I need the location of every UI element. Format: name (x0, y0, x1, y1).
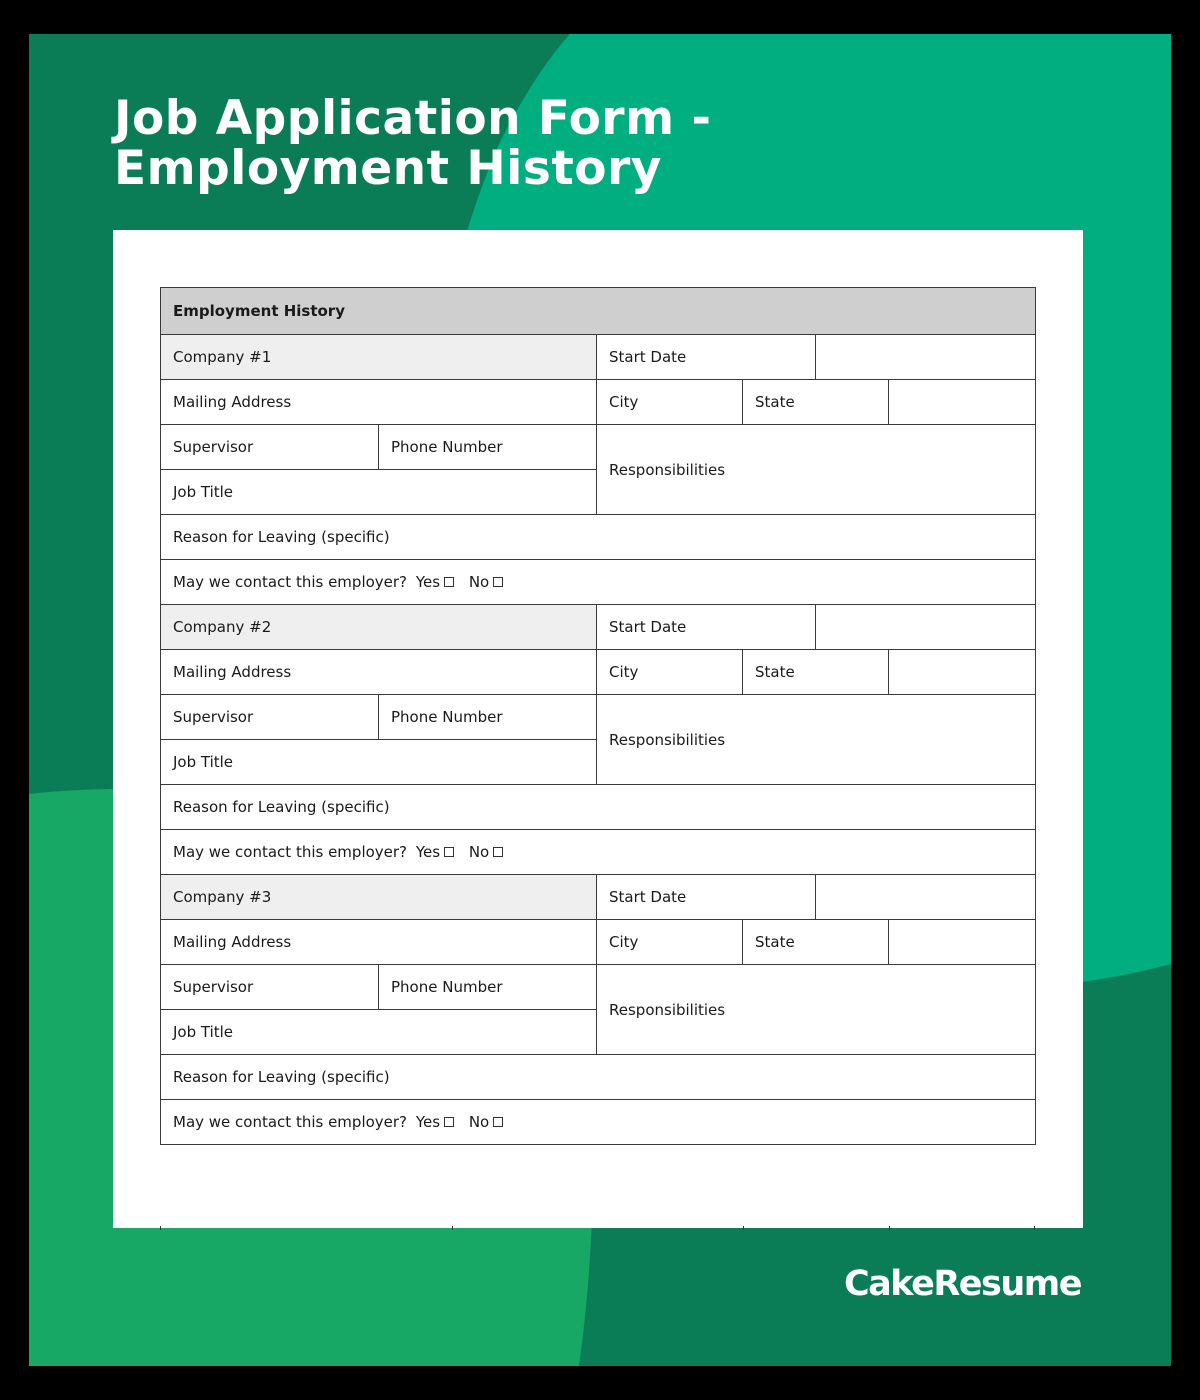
mailing-address-field[interactable]: Mailing Address (161, 380, 597, 425)
no-checkbox[interactable] (493, 847, 503, 857)
city-field[interactable]: City (597, 920, 743, 965)
divider-tick (452, 1226, 453, 1230)
divider-tick (1034, 1226, 1035, 1230)
contact-employer-cell (161, 560, 1036, 605)
no-label: No (468, 1113, 490, 1131)
supervisor-row (161, 965, 1036, 1010)
contact-row (161, 560, 1036, 605)
phone-number-field[interactable]: Phone Number (379, 695, 597, 740)
job-title-field[interactable]: Job Title (161, 470, 597, 515)
job-title-field[interactable]: Job Title (161, 740, 597, 785)
start-date-field[interactable] (816, 335, 1036, 380)
reason-for-leaving-field[interactable]: Reason for Leaving (specific) (161, 515, 1036, 560)
contact-question: May we contact this employer? (173, 843, 408, 861)
yes-checkbox[interactable] (444, 1117, 454, 1127)
background-frame (29, 34, 1171, 1366)
no-checkbox[interactable] (493, 1117, 503, 1127)
yes-checkbox[interactable] (444, 847, 454, 857)
address-row (161, 920, 1036, 965)
contact-row (161, 1100, 1036, 1145)
zip-field[interactable] (889, 380, 1036, 425)
yes-checkbox[interactable] (444, 577, 454, 587)
mailing-address-field[interactable]: Mailing Address (161, 920, 597, 965)
supervisor-field[interactable]: Supervisor (161, 695, 379, 740)
contact-row (161, 830, 1036, 875)
start-date-field[interactable] (816, 875, 1036, 920)
state-field[interactable]: State (743, 650, 889, 695)
zip-field[interactable] (889, 650, 1036, 695)
supervisor-row (161, 695, 1036, 740)
reason-row (161, 1055, 1036, 1100)
divider-tick (743, 1226, 744, 1230)
no-label: No (468, 843, 490, 861)
start-date-field[interactable] (816, 605, 1036, 650)
divider-tick (889, 1226, 890, 1230)
start-date-label: Start Date (597, 605, 816, 650)
city-field[interactable]: City (597, 380, 743, 425)
divider-tick (160, 1226, 161, 1230)
cakeresume-logo: CakeResume (843, 1264, 1081, 1304)
company-row (161, 605, 1036, 650)
start-date-label: Start Date (597, 875, 816, 920)
reason-row (161, 785, 1036, 830)
contact-question: May we contact this employer? (173, 1113, 408, 1131)
supervisor-field[interactable]: Supervisor (161, 425, 379, 470)
no-label: No (468, 573, 490, 591)
reason-for-leaving-field[interactable]: Reason for Leaving (specific) (161, 785, 1036, 830)
responsibilities-field[interactable]: Responsibilities (597, 695, 1036, 785)
table-header-row (161, 288, 1036, 335)
responsibilities-field[interactable]: Responsibilities (597, 965, 1036, 1055)
contact-employer-cell (161, 830, 1036, 875)
responsibilities-field[interactable]: Responsibilities (597, 425, 1036, 515)
company-name-field[interactable]: Company #1 (161, 335, 597, 380)
company-row (161, 335, 1036, 380)
state-field[interactable]: State (743, 380, 889, 425)
section-header: Employment History (161, 288, 1036, 335)
mailing-address-field[interactable]: Mailing Address (161, 650, 597, 695)
phone-number-field[interactable]: Phone Number (379, 425, 597, 470)
reason-row (161, 515, 1036, 560)
page-title-line-1: Job Application Form - (114, 91, 712, 146)
yes-label: Yes (415, 573, 441, 591)
job-title-field[interactable]: Job Title (161, 1010, 597, 1055)
supervisor-row (161, 425, 1036, 470)
zip-field[interactable] (889, 920, 1036, 965)
company-name-field[interactable]: Company #3 (161, 875, 597, 920)
page-title (114, 91, 712, 196)
start-date-label: Start Date (597, 335, 816, 380)
reason-for-leaving-field[interactable]: Reason for Leaving (specific) (161, 1055, 1036, 1100)
employment-history-table (160, 287, 1036, 1145)
company-name-field[interactable]: Company #2 (161, 605, 597, 650)
address-row (161, 650, 1036, 695)
contact-employer-cell (161, 1100, 1036, 1145)
phone-number-field[interactable]: Phone Number (379, 965, 597, 1010)
no-checkbox[interactable] (493, 577, 503, 587)
city-field[interactable]: City (597, 650, 743, 695)
supervisor-field[interactable]: Supervisor (161, 965, 379, 1010)
yes-label: Yes (415, 843, 441, 861)
page-title-line-2: Employment History (114, 141, 662, 196)
state-field[interactable]: State (743, 920, 889, 965)
address-row (161, 380, 1036, 425)
company-row (161, 875, 1036, 920)
form-paper (113, 230, 1083, 1228)
contact-question: May we contact this employer? (173, 573, 408, 591)
yes-label: Yes (415, 1113, 441, 1131)
